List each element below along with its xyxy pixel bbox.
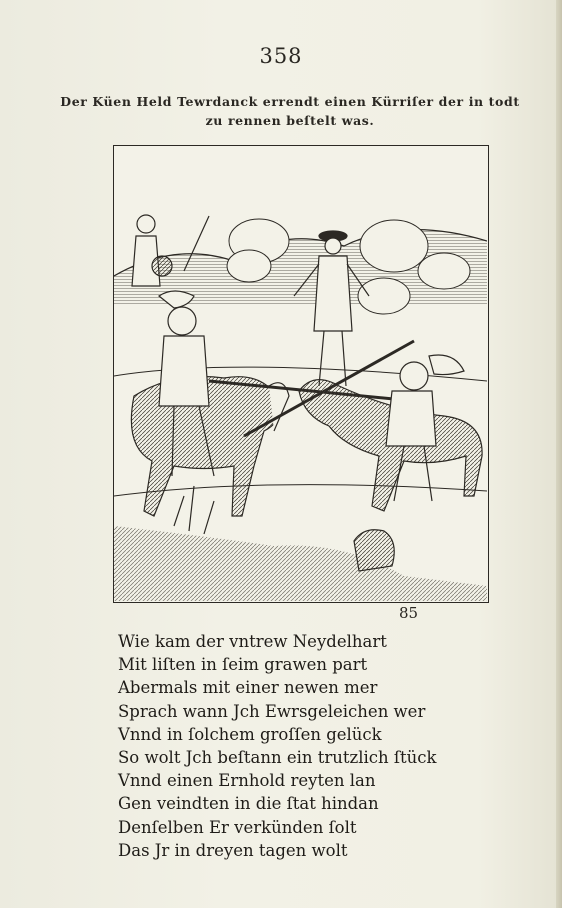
verse-line: So wolt Jch beſtann ein trutzlich ſtück — [118, 748, 437, 768]
verse-line: Mit liſten in ſeim grawen part — [118, 655, 368, 675]
verse-line: Abermals mit einer newen mer — [118, 678, 378, 698]
verse-block — [118, 630, 448, 862]
verse-line: Vnnd einen Ernhold reyten lan — [118, 771, 376, 791]
page-edge — [556, 0, 562, 908]
verse-line: Wie kam der vntrew Neydelhart — [118, 632, 387, 651]
verse-line: Gen veindten in die ſtat hindan — [118, 794, 379, 814]
woodcut-illustration — [113, 145, 489, 603]
plate-number: 85 — [399, 604, 419, 622]
knight-left — [131, 291, 289, 516]
illustration-caption: Der Küen Held Tewrdanck errendt einen Kürriſer der in todt zu rennen beſtelt was. — [60, 94, 520, 128]
verse-line: Denſelben Er verkünden ſolt — [118, 817, 357, 837]
verse-line: Vnnd in ſolchem groſſen gelück — [118, 724, 382, 744]
verse-line: Sprach wann Jch Ewrsgeleichen wer — [118, 701, 426, 721]
page-number: 358 — [259, 44, 303, 68]
verse-line: Das Jr in dreyen tagen wolt — [118, 840, 348, 860]
woodcut-drawing — [114, 146, 487, 601]
